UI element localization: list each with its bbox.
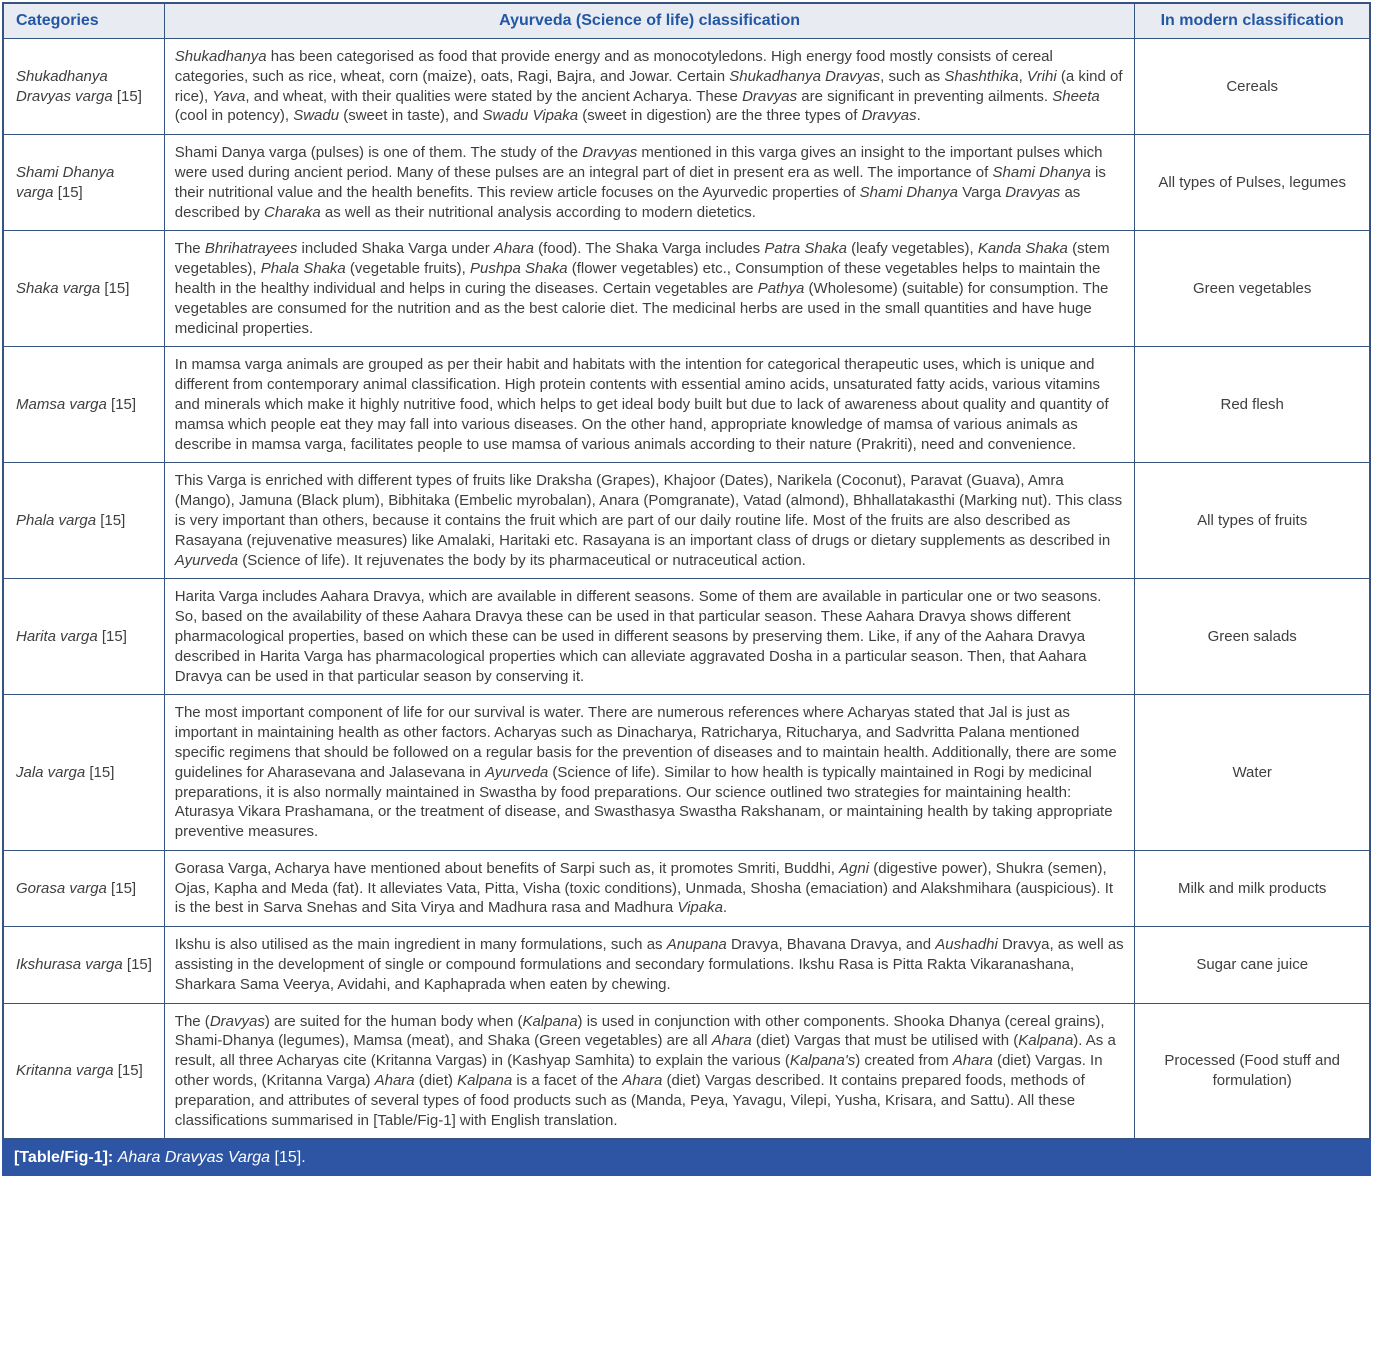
category-cell: Ikshurasa varga [15] <box>3 927 164 1003</box>
table-row-ikshurasa <box>3 927 1370 1003</box>
modern-cell: Processed (Food stuff and formulation) <box>1135 1003 1370 1139</box>
category-cell: Harita varga [15] <box>3 579 164 695</box>
modern-cell: Sugar cane juice <box>1135 927 1370 1003</box>
category-cell: Phala varga [15] <box>3 463 164 579</box>
ayurveda-cell: The most important component of life for our survival is water. There are numerous references where Acharyas stated that Jal is just as important in maintaining health as other factors. Acharyas such as Dinacharya, Ratricharya, Ritucharya, and Sadvritta Palana mentioned specific regimens that should be followed on a regular basis for the prevention of diseases and to maintain health. Additionally, there are some guidelines for Aharasevana and Jalasevana in Ayurveda (Science of life). Similar to how health is typically maintained in Rogi by medicinal preparations, it is also normally maintained in Swastha by food preparations. Our science outlined two strategies for maintaining health: Aturasya Vikara Prashamana, or the treatment of disease, and Swasthasya Swastha Rakshanam, or maintaining health by taking appropriate preventive measures. <box>164 695 1135 851</box>
ayurveda-cell: Shukadhanya has been categorised as food that provide energy and as monocotyledons. High energy food mostly consists of cereal categories, such as rice, wheat, corn (maize), oats, Ragi, Bajra, and Jowar. Certain Shukadhanya Dravyas, such as Shashthika, Vrihi (a kind of rice), Yava, and wheat, with their qualities were stated by the ancient Acharya. These Dravyas are significant in preventing ailments. Sheeta (cool in potency), Swadu (sweet in taste), and Swadu Vipaka (sweet in digestion) are the three types of Dravyas. <box>164 39 1135 135</box>
ayurveda-cell: Ikshu is also utilised as the main ingredient in many formulations, such as Anupana Dravya, Bhavana Dravya, and Aushadhi Dravya, as well as assisting in the development of single or compound formulations and secondary formulations. Ikshu Rasa is Pitta Rakta Vikaranashana, Sharkara Sama Veerya, Avidahi, and Kaphaprada when eaten by chewing. <box>164 927 1135 1003</box>
modern-cell: Red flesh <box>1135 347 1370 463</box>
table-row-phala <box>3 463 1370 579</box>
table-row-jala <box>3 695 1370 851</box>
ahara-dravyas-table-figure <box>2 2 1371 1176</box>
ayurveda-cell: This Varga is enriched with different types of fruits like Draksha (Grapes), Khajoor (Dates), Narikela (Coconut), Paravat (Guava), Amra (Mango), Jamuna (Black plum), Bibhitaka (Embelic myrobalan), Anara (Pomgranate), Vatad (almond), Bhhallatakasthi (Marking nut). This class is very important than others, because it contains the fruit which are part of our daily routine life. Most of the fruits are also described as Rasayana (rejuvenative measures) like Amalaki, Haritaki etc. Rasayana is an important class of drugs or dietary supplements as described in Ayurveda (Science of life). It rejuvenates the body by its pharmaceutical or nutraceutical action. <box>164 463 1135 579</box>
table-header-row <box>3 3 1370 39</box>
ayurveda-cell: Shami Danya varga (pulses) is one of them. The study of the Dravyas mentioned in this varga gives an insight to the important pulses which were used during ancient period. Many of these pulses are an integral part of diet in present era as well. The importance of Shami Dhanya is their nutritional value and the health benefits. This review article focuses on the Ayurvedic properties of Shami Dhanya Varga Dravyas as described by Charaka as well as their nutritional analysis according to modern dietetics. <box>164 135 1135 231</box>
category-cell: Mamsa varga [15] <box>3 347 164 463</box>
table-row-mamsa <box>3 347 1370 463</box>
category-cell: Kritanna varga [15] <box>3 1003 164 1139</box>
category-cell: Jala varga [15] <box>3 695 164 851</box>
header-ayurveda-classification: Ayurveda (Science of life) classification <box>164 3 1135 39</box>
modern-cell: Water <box>1135 695 1370 851</box>
modern-cell: Green salads <box>1135 579 1370 695</box>
header-categories: Categories <box>3 3 164 39</box>
classification-table <box>2 2 1371 1140</box>
ayurveda-cell: The (Dravyas) are suited for the human body when (Kalpana) is used in conjunction with other components. Shooka Dhanya (cereal grains), Shami-Dhanya (legumes), Mamsa (meat), and Shaka (Green vegetables) are all Ahara (diet) Vargas that must be utilised with (Kalpana). As a result, all three Acharyas cite (Kritanna Vargas) in (Kashyap Samhita) to explain the various (Kalpana's) created from Ahara (diet) Vargas. In other words, (Kritanna Varga) Ahara (diet) Kalpana is a facet of the Ahara (diet) Vargas described. It contains prepared foods, methods of preparation, and attributes of several types of food products such as (Manda, Peya, Yavagu, Vilepi, Yusha, Krisara, and Sattu). All these classifications summarised in [Table/Fig-1] with English translation. <box>164 1003 1135 1139</box>
table-row-shukadhanya <box>3 39 1370 135</box>
table-caption: [Table/Fig-1]: Ahara Dravyas Varga [15]. <box>2 1140 1371 1176</box>
table-row-shami-dhanya <box>3 135 1370 231</box>
category-cell: Shami Dhanya varga [15] <box>3 135 164 231</box>
category-cell: Shaka varga [15] <box>3 231 164 347</box>
ayurveda-cell: In mamsa varga animals are grouped as per their habit and habitats with the intention for categorical therapeutic uses, which is unique and different from contemporary animal classification. High protein contents with essential amino acids, unsaturated fatty acids, various vitamins and minerals which make it highly nutritive food, which helps to get ideal body built but due to lack of awareness about quality and quantity of mamsa which people eat they may fall into various diseases. On the other hand, appropriate knowledge of mamsa of various animals as describe in mamsa varga, facilitates people to use mamsa of various animals according to their nature (Prakriti), need and convenience. <box>164 347 1135 463</box>
ayurveda-cell: Harita Varga includes Aahara Dravya, which are available in different seasons. Some of them are available in particular one or two seasons. So, based on the availability of these Aahara Dravya these can be used in that particular season. These Aahara Dravya shows different pharmacological properties, based on which these can be used in different seasons by preserving them. Like, if any of the Aahara Dravya described in Harita Varga has pharmacological properties which can alleviate aggravated Dosha in a particular season. Then, that Aahara Dravya can be used in that particular season by conserving it. <box>164 579 1135 695</box>
modern-cell: Green vegetables <box>1135 231 1370 347</box>
table-row-gorasa <box>3 850 1370 926</box>
table-row-harita <box>3 579 1370 695</box>
modern-cell: All types of Pulses, legumes <box>1135 135 1370 231</box>
category-cell: Shukadhanya Dravyas varga [15] <box>3 39 164 135</box>
modern-cell: Milk and milk products <box>1135 850 1370 926</box>
table-row-shaka <box>3 231 1370 347</box>
ayurveda-cell: Gorasa Varga, Acharya have mentioned about benefits of Sarpi such as, it promotes Smriti, Buddhi, Agni (digestive power), Shukra (semen), Ojas, Kapha and Meda (fat). It alleviates Vata, Pitta, Visha (toxic conditions), Unmada, Shosha (emaciation) and Alakshmihara (auspicious). It is the best in Sarva Snehas and Sita Virya and Madhura rasa and Madhura Vipaka. <box>164 850 1135 926</box>
category-cell: Gorasa varga [15] <box>3 850 164 926</box>
modern-cell: All types of fruits <box>1135 463 1370 579</box>
table-row-kritanna <box>3 1003 1370 1139</box>
ayurveda-cell: The Bhrihatrayees included Shaka Varga under Ahara (food). The Shaka Varga includes Patra Shaka (leafy vegetables), Kanda Shaka (stem vegetables), Phala Shaka (vegetable fruits), Pushpa Shaka (flower vegetables) etc., Consumption of these vegetables helps to maintain the health in the healthy individual and helps in curing the diseases. Certain vegetables are Pathya (Wholesome) (suitable) for consumption. The vegetables are consumed for the nutrition and as the best calorie diet. The medicinal herbs are used in the small quantities and have huge medicinal properties. <box>164 231 1135 347</box>
header-modern-classification: In modern classification <box>1135 3 1370 39</box>
modern-cell: Cereals <box>1135 39 1370 135</box>
